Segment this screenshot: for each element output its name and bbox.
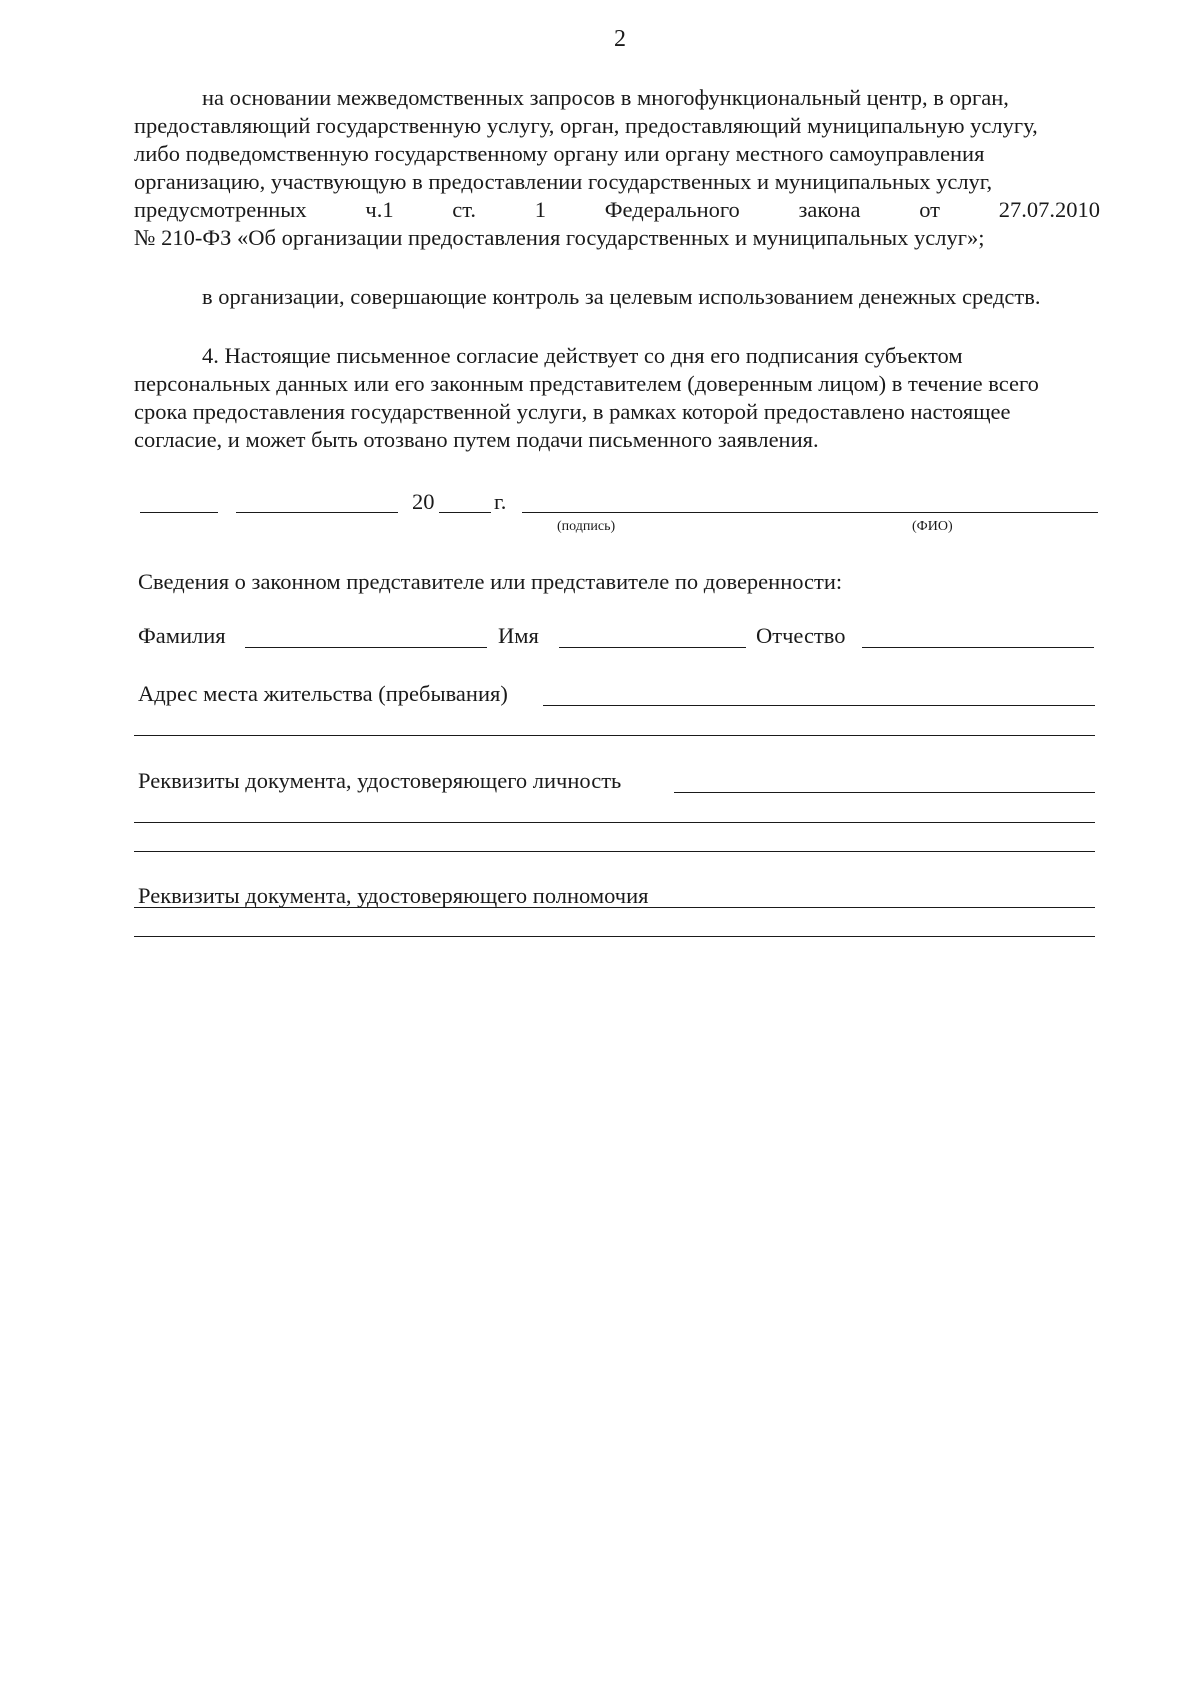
surname-label: Фамилия: [138, 623, 226, 648]
address-field-continuation[interactable]: [134, 735, 1095, 736]
paragraph-1-line-5: [134, 196, 1100, 224]
word: закона: [798, 197, 861, 222]
address-label: Адрес места жительства (пребывания): [138, 681, 508, 706]
paragraph-3-line-1: 4. Настоящие письменное согласие действует со дня его подписания субъектом: [202, 343, 963, 368]
paragraph-1-line-1: на основании межведомственных запросов в многофункциональный центр, в орган,: [202, 85, 1009, 110]
word: 1: [534, 197, 547, 222]
word: Федерального: [604, 197, 740, 222]
signature-caption: (подпись): [557, 519, 616, 534]
page-number: 2: [614, 26, 626, 52]
word: ст.: [452, 197, 477, 222]
date-day-line[interactable]: [140, 512, 218, 513]
paragraph-1-line-6: № 210-ФЗ «Об организации предоставления государственных и муниципальных услуг»;: [134, 225, 985, 250]
name-caption: (ФИО): [912, 519, 953, 534]
authority-document-label: Реквизиты документа, удостоверяющего полномочия: [138, 883, 649, 908]
patronymic-label: Отчество: [756, 623, 846, 648]
id-document-field-continuation-2[interactable]: [134, 851, 1095, 852]
authority-document-field-continuation[interactable]: [134, 936, 1095, 937]
word: 27.07.2010: [998, 197, 1100, 222]
surname-field[interactable]: [245, 647, 487, 648]
id-document-label: Реквизиты документа, удостоверяющего личность: [138, 768, 622, 793]
date-year-line[interactable]: [439, 512, 491, 513]
date-month-line[interactable]: [236, 512, 398, 513]
name-field[interactable]: [559, 647, 746, 648]
paragraph-3-line-3: срока предоставления государственной услуги, в рамках которой предоставлено настоящее: [134, 399, 1011, 424]
name-label: Имя: [498, 623, 539, 648]
paragraph-1-line-3: либо подведомственную государственному органу или органу местного самоуправления: [134, 141, 985, 166]
id-document-field-continuation-1[interactable]: [134, 822, 1095, 823]
word: от: [919, 197, 940, 222]
patronymic-field[interactable]: [862, 647, 1094, 648]
word: ч.1: [365, 197, 394, 222]
representative-heading: Сведения о законном представителе или представителе по доверенности:: [138, 569, 843, 594]
paragraph-1-line-4: организацию, участвующую в предоставлении государственных и муниципальных услуг,: [134, 169, 993, 194]
authority-document-field[interactable]: [134, 907, 1095, 908]
paragraph-2: в организации, совершающие контроль за целевым использованием денежных средств.: [202, 284, 1041, 309]
signature-name-line[interactable]: [522, 512, 1098, 513]
year-suffix: г.: [494, 489, 507, 514]
address-field[interactable]: [543, 705, 1095, 706]
id-document-field[interactable]: [674, 792, 1095, 793]
paragraph-3-line-2: персональных данных или его законным представителем (доверенным лицом) в течение всего: [134, 371, 1039, 396]
paragraph-1-line-2: предоставляющий государственную услугу, орган, предоставляющий муниципальную услугу,: [134, 113, 1038, 138]
paragraph-3-line-4: согласие, и может быть отозвано путем подачи письменного заявления.: [134, 427, 819, 452]
year-prefix: 20: [412, 489, 435, 514]
word: предусмотренных: [134, 197, 307, 222]
